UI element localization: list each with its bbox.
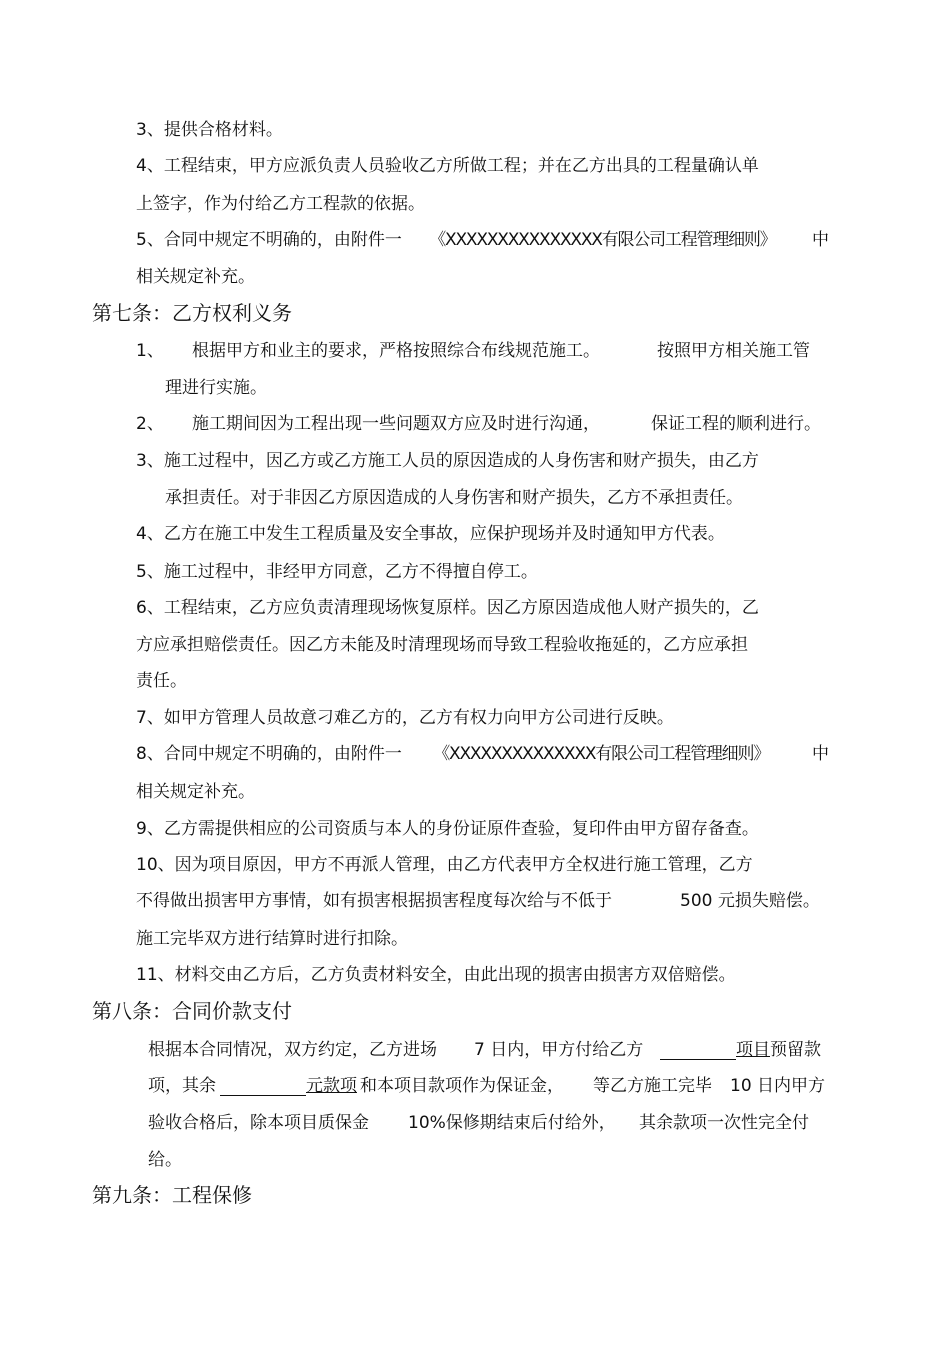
clause-7-1-text-cont: 按照甲方相关施工管 xyxy=(657,341,810,361)
clause-7-10-line2: 不得做出损害甲方事情，如有损害根据损害程度每次给与不低于 xyxy=(136,891,612,911)
payment-line2-yuan: 元款项 xyxy=(306,1076,357,1096)
clause-7-3-line2: 承担责任。对于非因乙方原因造成的人身伤害和财产损失，乙方不承担责任。 xyxy=(165,488,743,508)
clause-6-4-line1: 4、工程结束，甲方应派负责人员验收乙方所做工程；并在乙方出具的工程量确认单 xyxy=(136,156,759,176)
clause-6-5-reference: 《XXXXXXXXXXXXXXX有限公司工程管理细则》 xyxy=(429,230,776,250)
clause-7-9: 9、乙方需提供相应的公司资质与本人的身份证原件查验，复印件由甲方留存备查。 xyxy=(136,819,759,839)
clause-6-5-text: 5、合同中规定不明确的，由附件一 xyxy=(136,230,402,250)
clause-6-3: 3、提供合格材料。 xyxy=(136,120,283,140)
payment-blank-2 xyxy=(220,1077,306,1096)
clause-7-6-line1: 6、工程结束，乙方应负责清理现场恢复原样。因乙方原因造成他人财产损失的，乙 xyxy=(136,598,759,618)
payment-line1-d: 预留款 xyxy=(770,1040,821,1060)
payment-line3-c: 其余款项一次性完全付 xyxy=(639,1113,809,1133)
clause-7-6-line2: 方应承担赔偿责任。因乙方未能及时清理现场而导致工程验收拖延的，乙方应承担 xyxy=(136,635,748,655)
clause-7-1-number: 1、 xyxy=(136,341,164,361)
clause-7-11: 11、材料交由乙方后，乙方负责材料安全，由此出现的损害由损害方双倍赔偿。 xyxy=(136,965,736,985)
clause-6-5-line2: 相关规定补充。 xyxy=(136,267,255,287)
clause-7-2-number: 2、 xyxy=(136,414,164,434)
payment-blank-1 xyxy=(660,1041,736,1060)
clause-7-8-zhong: 中 xyxy=(812,744,829,764)
clause-7-2-text: 施工期间因为工程出现一些问题双方应及时进行沟通， xyxy=(192,414,600,434)
clause-7-10-line3: 施工完毕双方进行结算时进行扣除。 xyxy=(136,929,408,949)
payment-line2-c: 和本项目款项作为保证金， xyxy=(360,1076,564,1096)
clause-7-10-amount: 500 元损失赔偿。 xyxy=(680,891,820,911)
clause-7-8-reference: 《XXXXXXXXXXXXXX有限公司工程管理细则》 xyxy=(433,744,770,764)
payment-line1-a: 根据本合同情况，双方约定，乙方进场 xyxy=(148,1040,437,1060)
payment-line4: 给。 xyxy=(148,1150,182,1170)
clause-7-5: 5、施工过程中，非经甲方同意，乙方不得擅自停工。 xyxy=(136,562,538,582)
payment-line1-b: 7 日内，甲方付给乙方 xyxy=(474,1040,644,1060)
payment-line2-d: 等乙方施工完毕 xyxy=(593,1076,712,1096)
clause-6-5-zhong: 中 xyxy=(812,230,829,250)
payment-line2-a: 项，其余 xyxy=(148,1076,216,1096)
clause-6-4-line2: 上签字，作为付给乙方工程款的依据。 xyxy=(136,194,425,214)
clause-7-6-line3: 责任。 xyxy=(136,671,187,691)
clause-7-1-line2: 理进行实施。 xyxy=(165,378,267,398)
payment-line1-project: 项目 xyxy=(736,1040,770,1060)
clause-7-7: 7、如甲方管理人员故意刁难乙方的，乙方有权力向甲方公司进行反映。 xyxy=(136,708,674,728)
section-8-heading: 第八条：合同价款支付 xyxy=(92,999,292,1023)
clause-7-3-line1: 3、施工过程中，因乙方或乙方施工人员的原因造成的人身伤害和财产损失，由乙方 xyxy=(136,451,759,471)
clause-7-10-line1: 10、因为项目原因，甲方不再派人管理，由乙方代表甲方全权进行施工管理，乙方 xyxy=(136,855,753,875)
clause-7-2-text-cont: 保证工程的顺利进行。 xyxy=(651,414,821,434)
section-7-heading: 第七条：乙方权利义务 xyxy=(92,301,292,325)
payment-line3-a: 验收合格后，除本项目质保金 xyxy=(148,1113,369,1133)
clause-7-8-line2: 相关规定补充。 xyxy=(136,782,255,802)
clause-7-8-line1 xyxy=(136,743,769,765)
payment-line2-e: 10 日内甲方 xyxy=(730,1076,826,1096)
section-9-heading: 第九条：工程保修 xyxy=(92,1183,252,1207)
clause-7-4: 4、乙方在施工中发生工程质量及安全事故，应保护现场并及时通知甲方代表。 xyxy=(136,524,725,544)
payment-line3-b: 10%保修期结束后付给外， xyxy=(408,1113,616,1133)
clause-7-8-text: 8、合同中规定不明确的，由附件一 xyxy=(136,744,402,764)
clause-6-5-line1 xyxy=(136,229,776,251)
clause-7-1-text: 根据甲方和业主的要求，严格按照综合布线规范施工。 xyxy=(192,341,600,361)
